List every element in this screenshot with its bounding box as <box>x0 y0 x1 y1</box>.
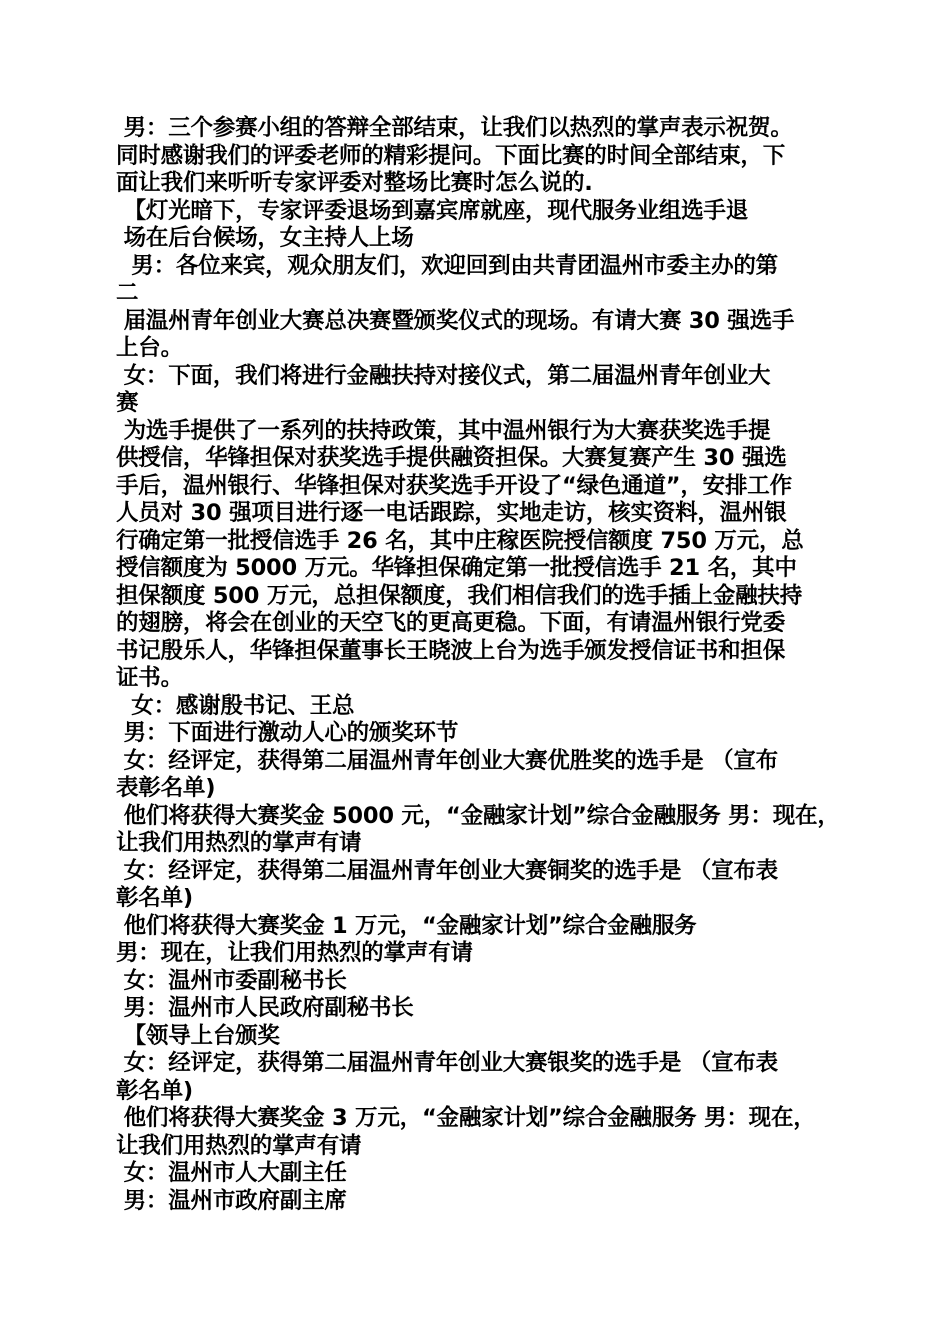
text-line: 让我们用热烈的掌声有请 <box>116 1132 362 1159</box>
text-line: 同时感谢我们的评委老师的精彩提问。下面比赛的时间全部结束，下 <box>116 142 786 169</box>
text-line: 彰名单) <box>116 1077 193 1104</box>
text-line: 他们将获得大赛奖金 1 万元，“金融家计划”综合金融服务 <box>116 912 697 939</box>
text-line: 人员对 30 强项目进行逐一电话跟踪，实地走访，核实资料，温州银 <box>116 500 787 526</box>
text-line: 女：温州市委副秘书长 <box>116 967 347 994</box>
text-line: 届温州青年创业大赛总决赛暨颁奖仪式的现场。有请大赛 30 强选手 <box>116 307 795 334</box>
text-line: 让我们用热烈的掌声有请 <box>116 830 362 856</box>
text-line: 上台。 <box>116 335 183 361</box>
text-line: 女：感谢殷书记、王总 <box>116 692 355 719</box>
text-line: 行确定第一批授信选手 26 名，其中庄稼医院授信额度 750 万元，总 <box>116 527 804 554</box>
text-line: 证书。 <box>116 665 183 691</box>
text-line: 为选手提供了一系列的扶持政策，其中温州银行为大赛获奖选手提 <box>116 417 771 444</box>
text-line: 赛 <box>116 390 139 416</box>
text-line: 女：经评定，获得第二届温州青年创业大赛铜奖的选手是 （宣布表 <box>116 857 778 884</box>
text-line: 场在后台候场，女主持人上场 <box>116 225 414 251</box>
text-line: 女：下面，我们将进行金融扶持对接仪式，第二届温州青年创业大 <box>116 362 771 389</box>
text-line: 的翅膀，将会在创业的天空飞的更高更稳。下面，有请温州银行党委 <box>116 610 786 636</box>
text-line: 供授信，华锋担保对获奖选手提供融资担保。大赛复赛产生 30 强选 <box>116 445 787 471</box>
text-line: 二 <box>116 280 139 306</box>
text-line: 手后，温州银行、华锋担保对获奖选手开设了“绿色通道”，安排工作 <box>116 472 792 499</box>
text-line: 【灯光暗下，专家评委退场到嘉宾席就座，现代服务业组选手退 <box>116 197 749 224</box>
text-line: 担保额度 500 万元，总担保额度，我们相信我们的选手插上金融扶持 <box>116 582 803 609</box>
text-line: 男：三个参赛小组的答辩全部结束，让我们以热烈的掌声表示祝贺。 <box>116 115 793 141</box>
text-line: 男：温州市政府副主席 <box>116 1187 347 1214</box>
text-line: 女：温州市人大副主任 <box>116 1160 347 1186</box>
text-line: 女：经评定，获得第二届温州青年创业大赛优胜奖的选手是 （宣布 <box>116 747 778 774</box>
text-line: 彰名单) <box>116 885 193 911</box>
text-line: 表彰名单) <box>116 775 216 801</box>
text-line: 男：现在，让我们用热烈的掌声有请 <box>116 940 473 966</box>
text-line: 男：温州市人民政府副秘书长 <box>116 995 414 1021</box>
text-line: 他们将获得大赛奖金 5000 元，“金融家计划”综合金融服务 男：现在， <box>116 802 840 829</box>
text-line: 他们将获得大赛奖金 3 万元，“金融家计划”综合金融服务 男：现在， <box>116 1105 816 1131</box>
text-line: 书记殷乐人，华锋担保董事长王晓波上台为选手颁发授信证书和担保 <box>116 637 786 664</box>
text-line: 面让我们来听听专家评委对整场比赛时怎么说的. <box>116 170 593 196</box>
text-line: 【领导上台颁奖 <box>116 1022 280 1049</box>
text-line: 授信额度为 5000 万元。华锋担保确定第一批授信选手 21 名，其中 <box>116 555 797 581</box>
text-line: 男：下面进行激动人心的颁奖环节 <box>116 720 459 746</box>
text-line: 男：各位来宾，观众朋友们，欢迎回到由共青团温州市委主办的第 <box>116 252 778 279</box>
text-line: 女：经评定，获得第二届温州青年创业大赛银奖的选手是 （宣布表 <box>116 1050 778 1076</box>
document-body <box>116 115 846 1215</box>
